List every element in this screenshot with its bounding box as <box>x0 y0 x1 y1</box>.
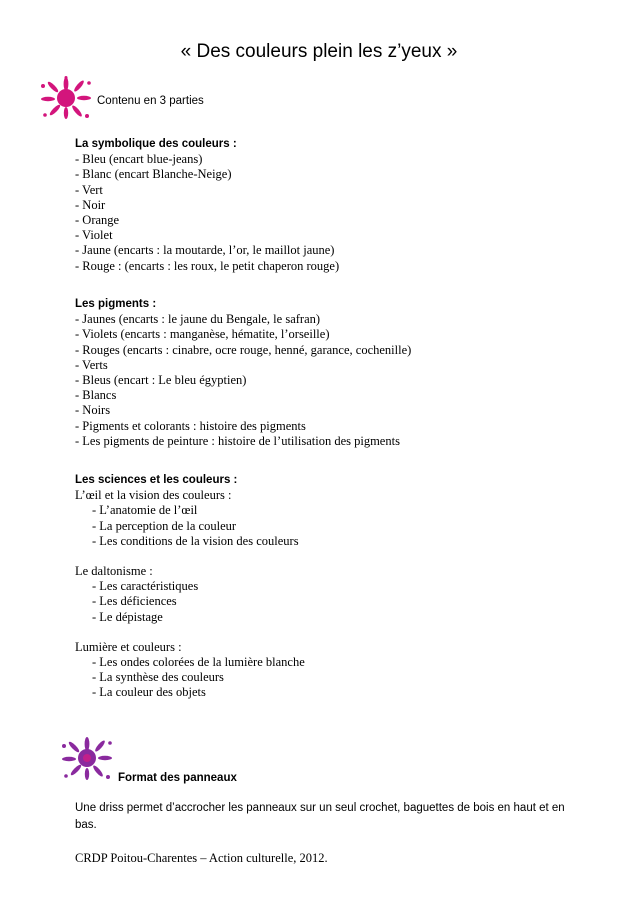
list-item: - Blancs <box>75 388 117 403</box>
list-item: - Pigments et colorants : histoire des pigments <box>75 418 306 433</box>
subsection-title: L’œil et la vision des couleurs : <box>75 488 232 503</box>
footer-credit: CRDP Poitou-Charentes – Action culturelle, 2012. <box>75 851 328 865</box>
list-item: - Noirs <box>75 403 111 418</box>
format-text: Une driss permet d’accrocher les panneaux sur un seul crochet, baguettes de bois en haut et en bas. <box>75 802 565 831</box>
list-item: - Verts <box>75 357 108 372</box>
list-item: - Le dépistage <box>92 609 163 624</box>
list-item: - L’anatomie de l’œil <box>92 503 198 518</box>
list-item: - Noir <box>75 197 106 212</box>
list-item: - Vert <box>75 182 103 197</box>
list-item: - La perception de la couleur <box>92 518 237 533</box>
contenu-heading: Contenu en 3 parties <box>97 95 204 107</box>
list-item: - La couleur des objets <box>92 685 206 700</box>
subsection-title: Le daltonisme : <box>75 564 153 579</box>
list-item: - Bleu (encart blue-jeans) <box>75 152 203 167</box>
sciences-section <box>75 473 305 701</box>
list-item: - Violets (encarts : manganèse, hématite, l’orseille) <box>75 327 330 342</box>
list-item: - Blanc (encart Blanche-Neige) <box>75 167 232 182</box>
paint-splash-icon <box>40 76 92 120</box>
list-item: - La synthèse des couleurs <box>92 670 224 685</box>
document-title: « Des couleurs plein les z’yeux » <box>180 41 458 62</box>
list-item: - Les ondes colorées de la lumière blanche <box>92 655 305 670</box>
list-item: - Jaunes (encarts : le jaune du Bengale, le safran) <box>75 312 321 327</box>
list-item: - Orange <box>75 213 120 228</box>
list-item: - Violet <box>75 228 113 243</box>
list-item: - Les caractéristiques <box>92 579 199 594</box>
subsection-title: Lumière et couleurs : <box>75 639 182 654</box>
symbolique-heading: La symbolique des couleurs : <box>75 138 237 150</box>
pigments-heading: Les pigments : <box>75 298 157 310</box>
list-item: - Les déficiences <box>92 594 177 609</box>
list-item: - Les pigments de peinture : histoire de l’utilisation des pigments <box>75 433 400 448</box>
list-item: - Les conditions de la vision des couleurs <box>92 533 299 548</box>
list-item: - Bleus (encart : Le bleu égyptien) <box>75 373 247 388</box>
symbolique-section <box>75 137 339 274</box>
list-item: - Rouges (encarts : cinabre, ocre rouge, henné, garance, cochenille) <box>75 342 412 357</box>
sciences-heading: Les sciences et les couleurs : <box>75 474 238 486</box>
format-heading: Format des panneaux <box>118 772 237 784</box>
paint-splash-icon <box>60 735 114 781</box>
list-item: - Jaune (encarts : la moutarde, l’or, le maillot jaune) <box>75 243 335 258</box>
list-item: - Rouge : (encarts : les roux, le petit chaperon rouge) <box>75 258 340 273</box>
pigments-section <box>75 297 411 449</box>
